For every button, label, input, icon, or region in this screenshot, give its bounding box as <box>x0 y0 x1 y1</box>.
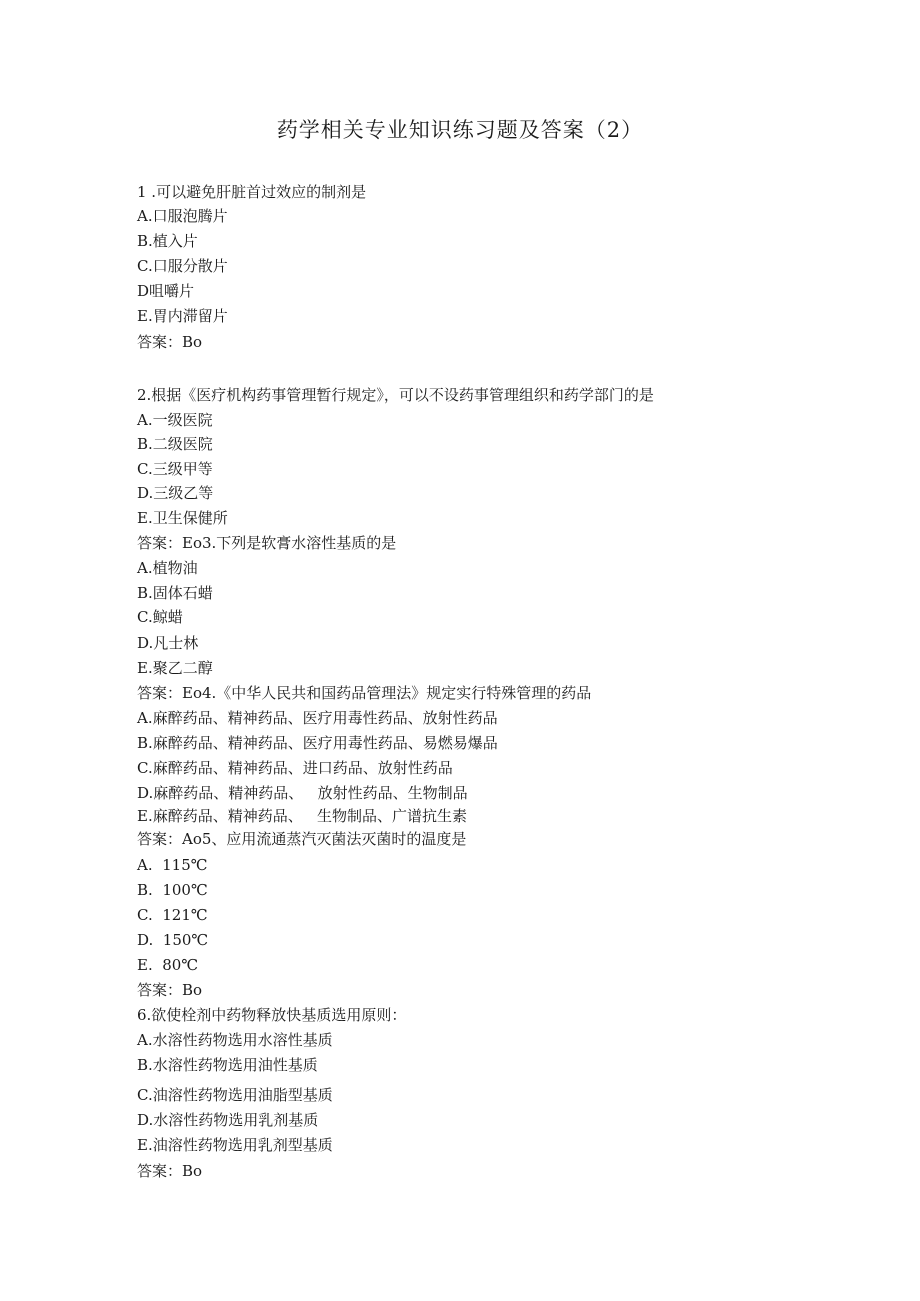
q2-option-d: D.三级乙等 <box>137 484 214 502</box>
q4-option-a: A.麻醉药品、精神药品、医疗用毒性药品、放射性药品 <box>137 709 498 727</box>
q6-option-a: A.水溶性药物选用水溶性基质 <box>137 1031 333 1049</box>
q6-stem: 6.欲使栓剂中药物释放快基质选用原则： <box>137 1006 407 1024</box>
q6-option-d: D.水溶性药物选用乳剂基质 <box>137 1111 319 1129</box>
q4-answer-q5-stem: 答案：Ao5、应用流通蒸汽灭菌法灭菌时的温度是 <box>137 830 467 848</box>
q3-option-c: C.鲸蜡 <box>137 608 183 626</box>
q2-stem: 2.根据《医疗机构药事管理暂行规定》，可以不设药事管理组织和药学部门的是 <box>137 386 654 404</box>
q1-stem: 1 .可以避免肝脏首过效应的制剂是 <box>137 183 367 201</box>
q3-option-e: E.聚乙二醇 <box>137 659 213 677</box>
q2-option-a: A.一级医院 <box>137 411 213 429</box>
q4-option-b: B.麻醉药品、精神药品、医疗用毒性药品、易燃易爆品 <box>137 734 498 752</box>
q3-answer-q4-stem: 答案：Eo4.《中华人民共和国药品管理法》规定实行特殊管理的药品 <box>137 684 592 702</box>
q2-option-c: C.三级甲等 <box>137 460 213 478</box>
q1-option-b: B.植入片 <box>137 232 198 250</box>
q4-option-e: E.麻醉药品、精神药品、 生物制品、广谱抗生素 <box>137 807 468 825</box>
q3-option-b: B.固体石蜡 <box>137 584 213 602</box>
q6-option-e: E.油溶性药物选用乳剂型基质 <box>137 1136 333 1154</box>
q5-option-c: C. 121℃ <box>137 906 208 924</box>
q1-option-c: C.口服分散片 <box>137 257 228 275</box>
q4-option-d: D.麻醉药品、精神药品、 放射性药品、生物制品 <box>137 784 468 802</box>
q3-option-d: D.凡士林 <box>137 634 199 652</box>
q5-option-d: D. 150℃ <box>137 931 209 949</box>
q1-option-d: D咀嚼片 <box>137 282 195 300</box>
q1-option-a: A.口服泡腾片 <box>137 207 228 225</box>
q1-answer: 答案：Bo <box>137 333 203 351</box>
q2-answer-q3-stem: 答案：Eo3.下列是软膏水溶性基质的是 <box>137 534 397 552</box>
q4-option-c: C.麻醉药品、精神药品、进口药品、放射性药品 <box>137 759 453 777</box>
q5-option-b: B. 100℃ <box>137 881 208 899</box>
q2-option-e: E.卫生保健所 <box>137 509 228 527</box>
q5-option-a: A. 115℃ <box>137 856 208 874</box>
q5-option-e: E. 80℃ <box>137 956 199 974</box>
q6-answer: 答案：Bo <box>137 1162 203 1180</box>
q6-option-c: C.油溶性药物选用油脂型基质 <box>137 1086 333 1104</box>
q3-option-a: A.植物油 <box>137 559 198 577</box>
q6-option-b: B.水溶性药物选用油性基质 <box>137 1056 318 1074</box>
q2-option-b: B.二级医院 <box>137 435 213 453</box>
page-title: 药学相关专业知识练习题及答案（2） <box>276 118 644 142</box>
q5-answer: 答案：Bo <box>137 981 203 999</box>
q1-option-e: E.胃内滞留片 <box>137 307 228 325</box>
